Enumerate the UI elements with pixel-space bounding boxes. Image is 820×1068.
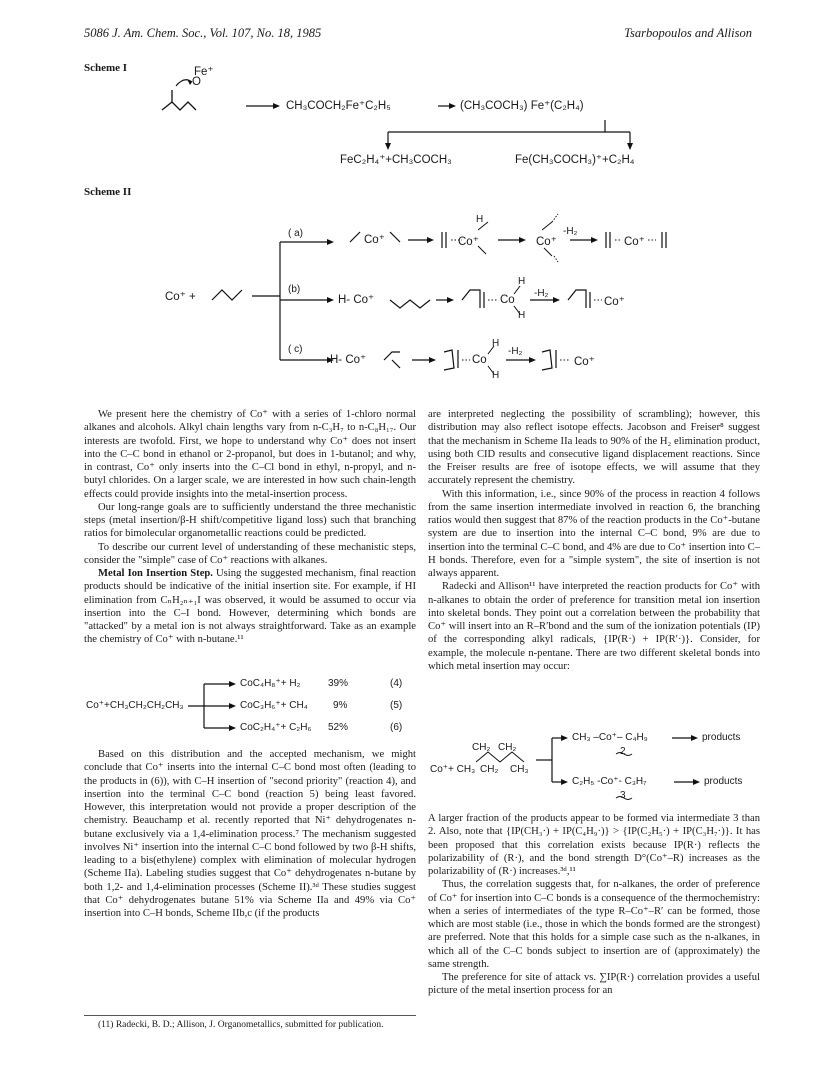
scheme-2-reactant: Co⁺ + <box>165 291 196 303</box>
pentane-products-top: products <box>702 732 741 743</box>
scheme-1-oxygen: O <box>192 76 201 88</box>
scheme-2-c-h-bottom: H <box>492 370 500 381</box>
right-column-top <box>428 408 760 673</box>
reaction-4-product: CoC₄H₈⁺+ H₂ <box>240 678 301 689</box>
scheme-2-b-h-top: H <box>518 276 526 287</box>
scheme-2-c-complex: Co <box>472 354 487 366</box>
left-column-bottom <box>84 748 416 920</box>
paragraph-intermediate: A larger fraction of the products appear to be formed via intermediate 3 than 2. Also, note that {IP(CH₃·) + IP(C₄H₉·)} > {IP(C₂H₅·) + IP(C₃H₇·)}. It has been proposed that this correlation exists because IP(R·) reflects the polarizability of (R·), and the bond strength D°(Co⁺–R) increases as the polarizability of (R·) increases.³ᵈ,¹¹ <box>428 813 760 877</box>
paragraph-preference: The preference for site of attack vs. ∑IP(R·) correlation provides a useful picture of the metal insertion process for an <box>428 972 760 997</box>
pentane-ch2-a: CH₂ <box>472 742 491 753</box>
paragraph-insertion-text: Using the suggested mechanism, final reaction products should be indicative of the initial insertion site. For example, if HI elimination from CₙH₂ₙ₊₁I was observed, it would be assumed to occur via insertion into the C–I bond. However, determining which bonds are "attacked" by a metal ion is not always straightforward. Take as an example the chemistry of Co⁺ with n-butane.¹¹ <box>84 568 416 646</box>
reaction-5-product: CoC₃H₆⁺+ CH₄ <box>240 700 308 711</box>
running-header-right: Tsarbopoulos and Allison <box>624 26 752 40</box>
pentane-ch2-c: CH₂ <box>498 742 517 753</box>
pentane-route-top: CH₃ –Co⁺– C₄H₉ <box>572 732 648 743</box>
scheme-2-a-product: Co⁺ <box>624 236 645 248</box>
paragraph-radecki: Radecki and Allison¹¹ have interpreted the reaction products for Co⁺ with n-alkanes to obtain the order of preference for transition metal ion insertion into skeletal bonds. They point out a correlation between the probability that Co⁺ will insert into an R–R′bond and the sum of the ionization potentials (IP) of the corresponding alkyl radicals, {IP(R·) + IP(R′·)}. Consider, for example, the molecule n-pentane. There are two different skeletal bonds into which metal insertion may occur: <box>428 581 760 672</box>
scheme-2-b-h-bottom: H <box>518 310 526 321</box>
scheme-2-branch-a-label: ( a) <box>288 228 303 239</box>
footnote-11: (11) Radecki, B. D.; Allison, J. Organometallics, submitted for publication. <box>98 1020 384 1030</box>
pentane-ch3-end: CH₃ <box>510 764 529 775</box>
scheme-1-intermediate-1: CH₃COCH₂Fe⁺C₂H₅ <box>286 100 391 112</box>
running-header-left: 5086 J. Am. Chem. Soc., Vol. 107, No. 18, 1985 <box>84 26 322 40</box>
scheme-2-b-complex: Co <box>500 294 515 306</box>
pentane-products-bottom: products <box>704 776 743 787</box>
scheme-1-label: Scheme I <box>84 62 128 74</box>
scheme-2-branch-c-label: ( c) <box>288 344 303 355</box>
scheme-1-fe-plus: Fe⁺ <box>194 66 214 78</box>
right-column-bottom <box>428 812 760 998</box>
paragraph-goals: Our long-range goals are to sufficiently understand the three mechanistic steps (metal insertion/β-H shift/competitive ligand loss) such that branching ratios for bimolecular organometallic reactions could be predicted. <box>84 501 416 540</box>
reaction-6-percent: 52% <box>328 722 349 733</box>
scheme-2-b-insert: H- Co⁺ <box>338 294 375 306</box>
paragraph-branching: With this information, i.e., since 90% of the process in reaction 4 follows from the same insertion intermediate involved in reaction 6, the branching ratios would then suggest that 87% of the reaction products in the Co⁺-butane system are due to insertion into the internal C–C bond, 9% are due to insertion into the terminal C–C bond, and 4% are due to Co⁺ insertion into C–H bonds. Therefore, even for a "simple system", the site of insertion is not always apparent. <box>428 488 760 579</box>
pentane-label-3: 3 <box>620 790 626 801</box>
paragraph-isotope: are interpreted neglecting the possibility of scrambling); however, this distribution may also reflect isotope effects. Jacobson and Freiser⁸ suggest that the mechanism in Scheme IIa leads to 90% of the H₂ elimination product, using both CID results and consecutive ligand displacement reactions. Since the Freiser results are free of isotope effects, we will assume that they accurately represent the chemistry. <box>428 409 760 487</box>
scheme-2-a-loss: -H₂ <box>563 226 578 237</box>
scheme-2-branch-b-label: (b) <box>288 284 301 295</box>
scheme-2-a-complex-2: Co⁺ <box>536 236 557 248</box>
pentane-ch2-b: CH₂ <box>480 764 499 775</box>
scheme-2-c-product: Co⁺ <box>574 356 595 368</box>
left-column-top <box>84 408 416 647</box>
scheme-2-a-insert: Co⁺ <box>364 234 385 246</box>
reaction-4-percent: 39% <box>328 678 349 689</box>
pentane-label-2: 2 <box>620 746 626 757</box>
paragraph-distribution: Based on this distribution and the accepted mechanism, we might conclude that Co⁺ inserts into the internal C–C bond most often (leading to the products in (6)), with C–H insertion of "second priority" (reaction 4), and insertion into the terminal C–C bond (reaction 5) being least favored. However, this interpretation would not provide a proper description of the chemistry. Beauchamp et al. recently reported that Ni⁺ dehydrogenates n-butane exclusively via a 1,4-elimination process.⁷ The mechanism suggested involves Ni⁺ insertion into the internal C–C bond followed by two β-H shifts, leading to a bis(ethylene) complex with elimination of molecular hydrogen (Scheme IIa). Labeling studies suggest that Co⁺ dehydrogenates n-butane by both 1,2- and 1,4-elimination processes (Scheme II).³ᵈ These studies suggest that Co⁺ dehydrogenates butane 51% via Scheme IIa and 49% via Co⁺ insertion into C–H bonds, Scheme IIb,c (if the products <box>84 749 416 919</box>
scheme-1-product-right: Fe(CH₃COCH₃)⁺+C₂H₄ <box>515 154 635 166</box>
scheme-2-c-loss: -H₂ <box>508 346 523 357</box>
scheme-2-a-h-atom: H <box>476 214 484 225</box>
reaction-5-number: (5) <box>390 700 403 711</box>
scheme-2-c-h-top: H <box>492 338 500 349</box>
pentane-route-bottom: C₂H₅ -Co⁺- C₃H₇ <box>572 776 647 787</box>
scheme-2-b-loss: -H₂ <box>534 288 549 299</box>
scheme-2-a-complex: Co⁺ <box>458 236 479 248</box>
reaction-6-number: (6) <box>390 722 403 733</box>
footnote-rule <box>84 1015 416 1016</box>
paragraph-describe: To describe our current level of understanding of these mechanistic steps, consider the "simple" case of Co⁺ reactions with alkanes. <box>84 541 416 566</box>
paragraph-correlation: Thus, the correlation suggests that, for n-alkanes, the order of preference of Co⁺ for insertion into C–C bonds is a consequence of the thermochemistry: when a series of intermediates of the type R–Co⁺–R′ can be formed, those which are most stable (i.e., those in which the bonds formed are the strongest) are preferred. Note that this holds for a simple case such as the n-alkanes, in which all of the C–C bonds subject to insertion are of (approximately) the same strength. <box>428 879 760 970</box>
reaction-4-number: (4) <box>390 678 403 689</box>
paragraph-insertion-step <box>84 567 416 647</box>
scheme-2-label: Scheme II <box>84 186 132 198</box>
paragraph-intro: We present here the chemistry of Co⁺ with a series of 1-chloro normal alkanes and alcohols. Alkyl chain lengths vary from n-C₃H₇ to n-C₈H₁₇. Our interests are twofold. First, we hope to understand why Co⁺ does not insert into the C–C bond in ethanol or 2-propanol, but does in 1-butanol; and why, in contrast, Co⁺ only inserts into the C–Cl bond in ethyl, n-propyl, and n-butyl chlorides. On a larger scale, we are interested in how such chain-length effects could provide insights into the metal-insertion process. <box>84 409 416 500</box>
scheme-1-diagram <box>150 70 690 185</box>
pentane-reactant: Co⁺+ CH₃ <box>430 764 476 775</box>
reaction-6-product: CoC₂H₄⁺+ C₂H₆ <box>240 722 312 733</box>
section-heading-insertion: Metal Ion Insertion Step. <box>98 568 213 579</box>
reaction-reactant: Co⁺+CH₃CH₂CH₂CH₃ <box>86 700 184 711</box>
scheme-1-intermediate-2: (CH₃COCH₃) Fe⁺(C₂H₄) <box>460 100 584 112</box>
scheme-2-c-insert: H- Co⁺ <box>330 354 367 366</box>
scheme-2-diagram <box>170 200 710 400</box>
scheme-2-b-product: Co⁺ <box>604 296 625 308</box>
scheme-1-product-left: FeC₂H₄⁺+CH₃COCH₃ <box>340 154 452 166</box>
reaction-5-percent: 9% <box>333 700 348 711</box>
